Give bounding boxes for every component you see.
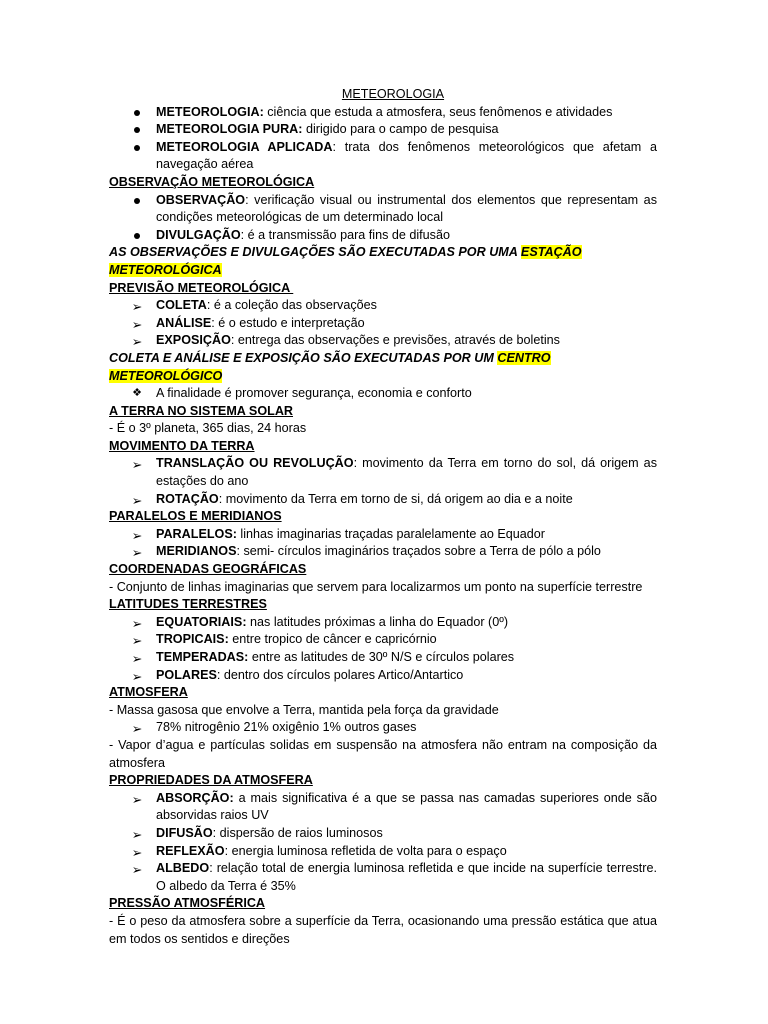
definition: movimento da Terra em torno do sol, dá origem as estações do ano xyxy=(156,456,657,489)
definition: dirigido para o campo de pesquisa xyxy=(302,122,499,137)
definition: é o estudo e interpretação xyxy=(214,315,365,330)
term: METEOROLOGIA APLICADA xyxy=(156,139,333,154)
bullet-icon xyxy=(129,104,145,122)
document-page xyxy=(109,86,657,948)
definition: energia luminosa refletida de volta para o espaço xyxy=(228,843,507,858)
term: EXPOSIÇÃO xyxy=(156,333,231,348)
term: ABSORÇÃO xyxy=(156,790,230,805)
term: ALBEDO xyxy=(156,861,210,876)
arrow-bullet-icon: ➢ xyxy=(131,827,143,842)
definition: é a transmissão para fins de difusão xyxy=(244,227,450,242)
list-item: METEOROLOGIA: ciência que estuda a atmosfera, seus fenômenos e atividades xyxy=(109,104,657,122)
arrow-bullet-icon: ➢ xyxy=(131,300,143,315)
list-item: ➢ ALBEDO: relação total de energia luminosa refletida e que incide na superfície terrestre. O albedo da Terra é 35% xyxy=(109,860,657,895)
emphasis-statement: COLETA E ANÁLISE E EXPOSIÇÃO SÃO EXECUTADAS POR UM CENTRO METEOROLÓGICO xyxy=(109,350,551,383)
list-item: ❖ A finalidade é promover segurança, economia e conforto xyxy=(109,385,657,403)
arrow-bullet-icon: ➢ xyxy=(131,845,143,860)
list-item: METEOROLOGIA PURA: dirigido para o campo de pesquisa xyxy=(109,121,657,139)
list-item: ➢ ROTAÇÃO: movimento da Terra em torno de si, dá origem ao dia e a noite xyxy=(109,491,657,509)
definition: ciência que estuda a atmosfera, seus fenômenos e atividades xyxy=(263,104,613,119)
paragraph: - Massa gasosa que envolve a Terra, mantida pela força da gravidade xyxy=(109,702,499,717)
definition: entre as latitudes de 30º N/S e círculos polares xyxy=(248,650,515,664)
list-item: ➢ ABSORÇÃO: a mais significativa é a que se passa nas camadas superiores onde são absorvidas raios UV xyxy=(109,790,657,825)
arrow-bullet-icon: ➢ xyxy=(131,722,143,737)
arrow-bullet-icon: ➢ xyxy=(131,317,143,332)
arrow-bullet-icon: ➢ xyxy=(131,634,143,649)
definition: movimento da Terra em torno de si, dá origem ao dia e a noite xyxy=(222,491,573,506)
definition: relação total de energia luminosa refletida e que incide na superfície terrestre. O albedo da Terra é 35% xyxy=(156,861,657,893)
term: POLARES xyxy=(156,667,217,682)
arrow-bullet-icon: ➢ xyxy=(131,335,143,350)
arrow-bullet-icon: ➢ xyxy=(131,863,143,878)
list-item: ➢ PARALELOS: linhas imaginarias traçadas paralelamente ao Equador xyxy=(109,526,657,544)
term: DIVULGAÇÃO xyxy=(156,227,241,242)
definition: nas latitudes próximas a linha do Equador (0º) xyxy=(246,614,509,629)
term: EQUATORIAIS xyxy=(156,614,243,629)
section-heading: PREVISÃO METEOROLÓGICA xyxy=(109,280,294,295)
term: TROPICAIS xyxy=(156,632,225,647)
paragraph: - Vapor d’agua e partículas solidas em suspensão na atmosfera não entram na composição da atmosfera xyxy=(109,737,657,770)
definition: dispersão de raios luminosos xyxy=(216,825,383,840)
highlighted-text: ESTAÇÃO METEOROLÓGICA xyxy=(109,245,582,277)
bullet-icon xyxy=(129,192,145,210)
section-heading: OBSERVAÇÃO METEOROLÓGICA xyxy=(109,174,315,189)
list-item: ➢ TRANSLAÇÃO OU REVOLUÇÃO: movimento da Terra em torno do sol, dá origem as estações do ano xyxy=(109,455,657,490)
list-item: ➢ COLETA: é a coleção das observações xyxy=(109,297,657,315)
highlighted-text: CENTRO METEOROLÓGICO xyxy=(109,350,551,383)
bullet-icon xyxy=(129,121,145,139)
list-item: ➢ DIFUSÃO: dispersão de raios luminosos xyxy=(109,825,657,843)
term: OBSERVAÇÃO xyxy=(156,192,246,207)
arrow-bullet-icon: ➢ xyxy=(131,493,143,508)
term: TRANSLAÇÃO OU REVOLUÇÃO xyxy=(156,456,354,471)
term: METEOROLOGIA xyxy=(156,104,260,119)
term: PARALELOS xyxy=(156,526,233,541)
paragraph: - É o peso da atmosfera sobre a superfície da Terra, ocasionando uma pressão estática que atua em todos os sentidos e direções xyxy=(109,913,657,946)
definition: entre tropico de câncer e capricórnio xyxy=(228,632,437,647)
list-item: ➢ POLARES: dentro dos círculos polares Artico/Antartico xyxy=(109,667,657,685)
term: COLETA xyxy=(156,298,207,313)
section-heading: PARALELOS E MERIDIANOS xyxy=(109,509,282,524)
list-item: OBSERVAÇÃO: verificação visual ou instrumental dos elementos que representam as condições meteorológicas de um determinado local xyxy=(109,192,657,227)
arrow-bullet-icon: ➢ xyxy=(131,616,143,631)
bullet-icon xyxy=(129,227,145,245)
bullet-icon xyxy=(129,139,145,157)
list-item: ➢ TEMPERADAS: entre as latitudes de 30º N/S e círculos polares xyxy=(109,649,657,667)
section-heading: ATMOSFERA xyxy=(109,685,188,700)
diamond-bullet-icon: ❖ xyxy=(132,387,142,400)
section-heading: COORDENADAS GEOGRÁFICAS xyxy=(109,562,307,577)
arrow-bullet-icon: ➢ xyxy=(131,528,143,543)
paragraph: - É o 3º planeta, 365 dias, 24 horas xyxy=(109,421,307,436)
definition: : xyxy=(332,139,336,154)
definition: a mais significativa é a que se passa nas camadas superiores onde são absorvidas raios UV xyxy=(156,790,657,823)
section-heading: MOVIMENTO DA TERRA xyxy=(109,438,255,453)
definition: linhas imaginarias traçadas paralelamente ao Equador xyxy=(236,526,545,541)
document-title: METEOROLOGIA xyxy=(341,87,445,101)
arrow-bullet-icon: ➢ xyxy=(131,652,143,666)
list-item: ➢ 78% nitrogênio 21% oxigênio 1% outros gases xyxy=(109,719,657,737)
term: ANÁLISE xyxy=(156,315,212,330)
list-item: ➢ EXPOSIÇÃO: entrega das observações e previsões, através de boletins xyxy=(109,332,657,350)
section-heading: PROPRIEDADES DA ATMOSFERA xyxy=(109,773,313,788)
definition: é a coleção das observações xyxy=(210,298,377,313)
arrow-bullet-icon: ➢ xyxy=(131,546,143,561)
list-item: METEOROLOGIA APLICADA: trata dos fenômenos meteorológicos que afetam a navegação aérea xyxy=(109,139,657,174)
section-heading: LATITUDES TERRESTRES xyxy=(109,597,267,612)
list-item: ➢ EQUATORIAIS: nas latitudes próximas a linha do Equador (0º) xyxy=(109,614,657,632)
term: DIFUSÃO xyxy=(156,825,213,840)
emphasis-statement: AS OBSERVAÇÕES E DIVULGAÇÕES SÃO EXECUTADAS POR UMA ESTAÇÃO METEOROLÓGICA xyxy=(109,245,582,277)
list-item: ➢ REFLEXÃO: energia luminosa refletida de volta para o espaço xyxy=(109,843,657,861)
section-heading: A TERRA NO SISTEMA SOLAR xyxy=(109,403,294,418)
definition: dentro dos círculos polares Artico/Antartico xyxy=(220,667,464,682)
term: MERIDIANOS xyxy=(156,544,237,559)
paragraph: - Conjunto de linhas imaginarias que servem para localizarmos um ponto na superfície terrestre xyxy=(109,579,643,594)
list-item: DIVULGAÇÃO: é a transmissão para fins de difusão xyxy=(109,227,657,245)
definition: semi- círculos imaginários traçados sobre a Terra de pólo a pólo xyxy=(239,544,601,559)
definition: verificação visual ou instrumental dos elementos que representam as condições meteorológicas de um determinado local xyxy=(156,192,657,225)
list-item: ➢ MERIDIANOS: semi- círculos imaginários traçados sobre a Terra de pólo a pólo xyxy=(109,543,657,561)
list-item: ➢ TROPICAIS: entre tropico de câncer e capricórnio xyxy=(109,631,657,649)
arrow-bullet-icon: ➢ xyxy=(131,792,143,807)
term: REFLEXÃO xyxy=(156,843,225,858)
definition: entrega das observações e previsões, através de boletins xyxy=(234,333,560,348)
arrow-bullet-icon: ➢ xyxy=(131,669,143,684)
list-item: ➢ ANÁLISE: é o estudo e interpretação xyxy=(109,315,657,333)
section-heading: PRESSÃO ATMOSFÉRICA xyxy=(109,896,266,911)
term: TEMPERADAS xyxy=(156,650,245,664)
term: ROTAÇÃO xyxy=(156,491,219,506)
term: METEOROLOGIA PURA xyxy=(156,122,299,137)
arrow-bullet-icon: ➢ xyxy=(131,458,143,473)
